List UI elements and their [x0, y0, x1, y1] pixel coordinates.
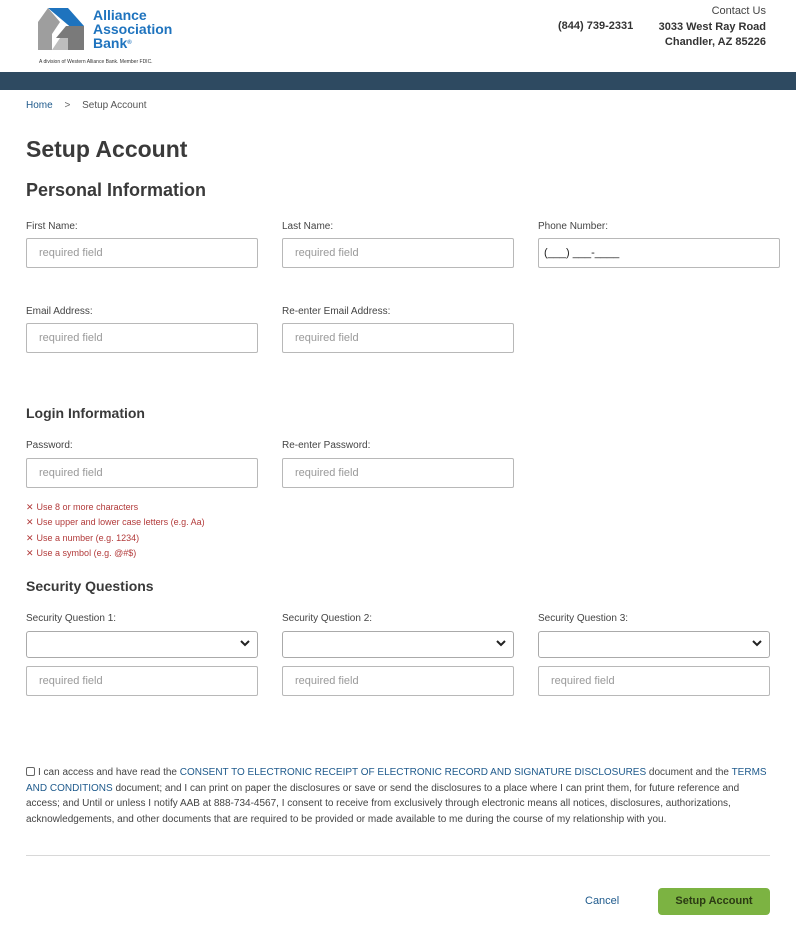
divider [26, 855, 770, 856]
consent-text-3: document; and I can print on paper the disclosures or save or send the disclosures to a place where I can print them, for future reference and access; and Until or unless I notify AAB at 888-734-4567, I consent to receive from exclusively through electronic means all notices, disclosures, authorizations, acknowledgements, and other documents that are required to be provided or made available to me during the course of my relationship with you. [26, 782, 740, 825]
cancel-button[interactable]: Cancel [585, 895, 620, 907]
site-header [0, 0, 796, 72]
consent-text-1: I can access and have read the [38, 767, 180, 778]
login-info-heading: Login Information [26, 405, 145, 421]
logo-line-1: Alliance [93, 7, 147, 23]
security-questions-heading: Security Questions [26, 578, 154, 594]
consent-statement [26, 765, 772, 827]
last-name-label: Last Name: [282, 221, 334, 232]
esign-disclosure-link[interactable]: CONSENT TO ELECTRONIC RECEIPT OF ELECTRONIC RECORD AND SIGNATURE DISCLOSURES [179, 767, 647, 778]
password-rule [26, 533, 139, 544]
security-question-2-select[interactable] [282, 631, 514, 658]
password-rule [26, 517, 205, 528]
email-confirm-label: Re-enter Email Address: [282, 306, 391, 317]
logo-line-3: Bank [93, 35, 128, 51]
security-question-3-select[interactable] [538, 631, 770, 658]
contact-us-link[interactable]: Contact Us [711, 5, 766, 17]
consent-text-2: document and the [646, 767, 732, 778]
setup-account-button[interactable]: Setup Account [658, 888, 770, 915]
security-question-1-select[interactable] [26, 631, 258, 658]
logo-subtitle: A division of Western Alliance Bank. Member FDIC. [39, 59, 153, 65]
x-icon: ✕ [26, 517, 34, 527]
password-rule [26, 548, 136, 559]
password-rule-text: Use a number (e.g. 1234) [36, 533, 140, 543]
email-label: Email Address: [26, 306, 93, 317]
address-line-1: 3033 West Ray Road [658, 21, 766, 33]
x-icon: ✕ [26, 502, 34, 512]
email-confirm-input[interactable] [282, 323, 514, 353]
x-icon: ✕ [26, 548, 34, 558]
chevron-down-icon [495, 637, 507, 649]
password-rule-text: Use 8 or more characters [36, 502, 139, 512]
security-question-3-label: Security Question 3: [538, 613, 629, 624]
header-bar [0, 72, 796, 90]
breadcrumb [26, 100, 147, 111]
security-answer-3-input[interactable] [538, 666, 770, 696]
x-icon: ✕ [26, 533, 34, 543]
consent-checkbox[interactable] [26, 767, 35, 776]
chevron-down-icon [751, 637, 763, 649]
first-name-label: First Name: [26, 221, 78, 232]
security-answer-1-input[interactable] [26, 666, 258, 696]
phone-input[interactable] [538, 238, 780, 268]
security-question-1-label: Security Question 1: [26, 613, 117, 624]
password-confirm-label: Re-enter Password: [282, 440, 371, 451]
bank-logo[interactable] [38, 8, 188, 66]
password-confirm-input[interactable] [282, 458, 514, 488]
breadcrumb-home-link[interactable]: Home [26, 100, 53, 111]
breadcrumb-separator: > [64, 100, 71, 111]
personal-info-heading: Personal Information [26, 180, 207, 200]
page-title: Setup Account [26, 136, 188, 162]
address-line-2: Chandler, AZ 85226 [664, 36, 766, 48]
security-question-2-label: Security Question 2: [282, 613, 373, 624]
terms-and-conditions-link[interactable]: TERMS AND CONDITIONS [26, 767, 767, 794]
security-answer-2-input[interactable] [282, 666, 514, 696]
breadcrumb-current: Setup Account [82, 100, 147, 111]
logo-wordmark: Alliance Association Bank® [93, 7, 173, 51]
last-name-input[interactable] [282, 238, 514, 268]
phone-label: Phone Number: [538, 221, 609, 232]
logo-line-2: Association [93, 21, 173, 37]
password-rule [26, 502, 138, 513]
first-name-input[interactable] [26, 238, 258, 268]
password-rule-text: Use a symbol (e.g. @#$) [36, 548, 137, 558]
password-rule-text: Use upper and lower case letters (e.g. Aa) [36, 517, 205, 527]
logo-mark-icon [38, 8, 84, 50]
header-address [659, 20, 766, 50]
chevron-down-icon [239, 637, 251, 649]
header-phone: (844) 739-2331 [558, 20, 634, 32]
email-input[interactable] [26, 323, 258, 353]
password-input[interactable] [26, 458, 258, 488]
password-label: Password: [26, 440, 73, 451]
